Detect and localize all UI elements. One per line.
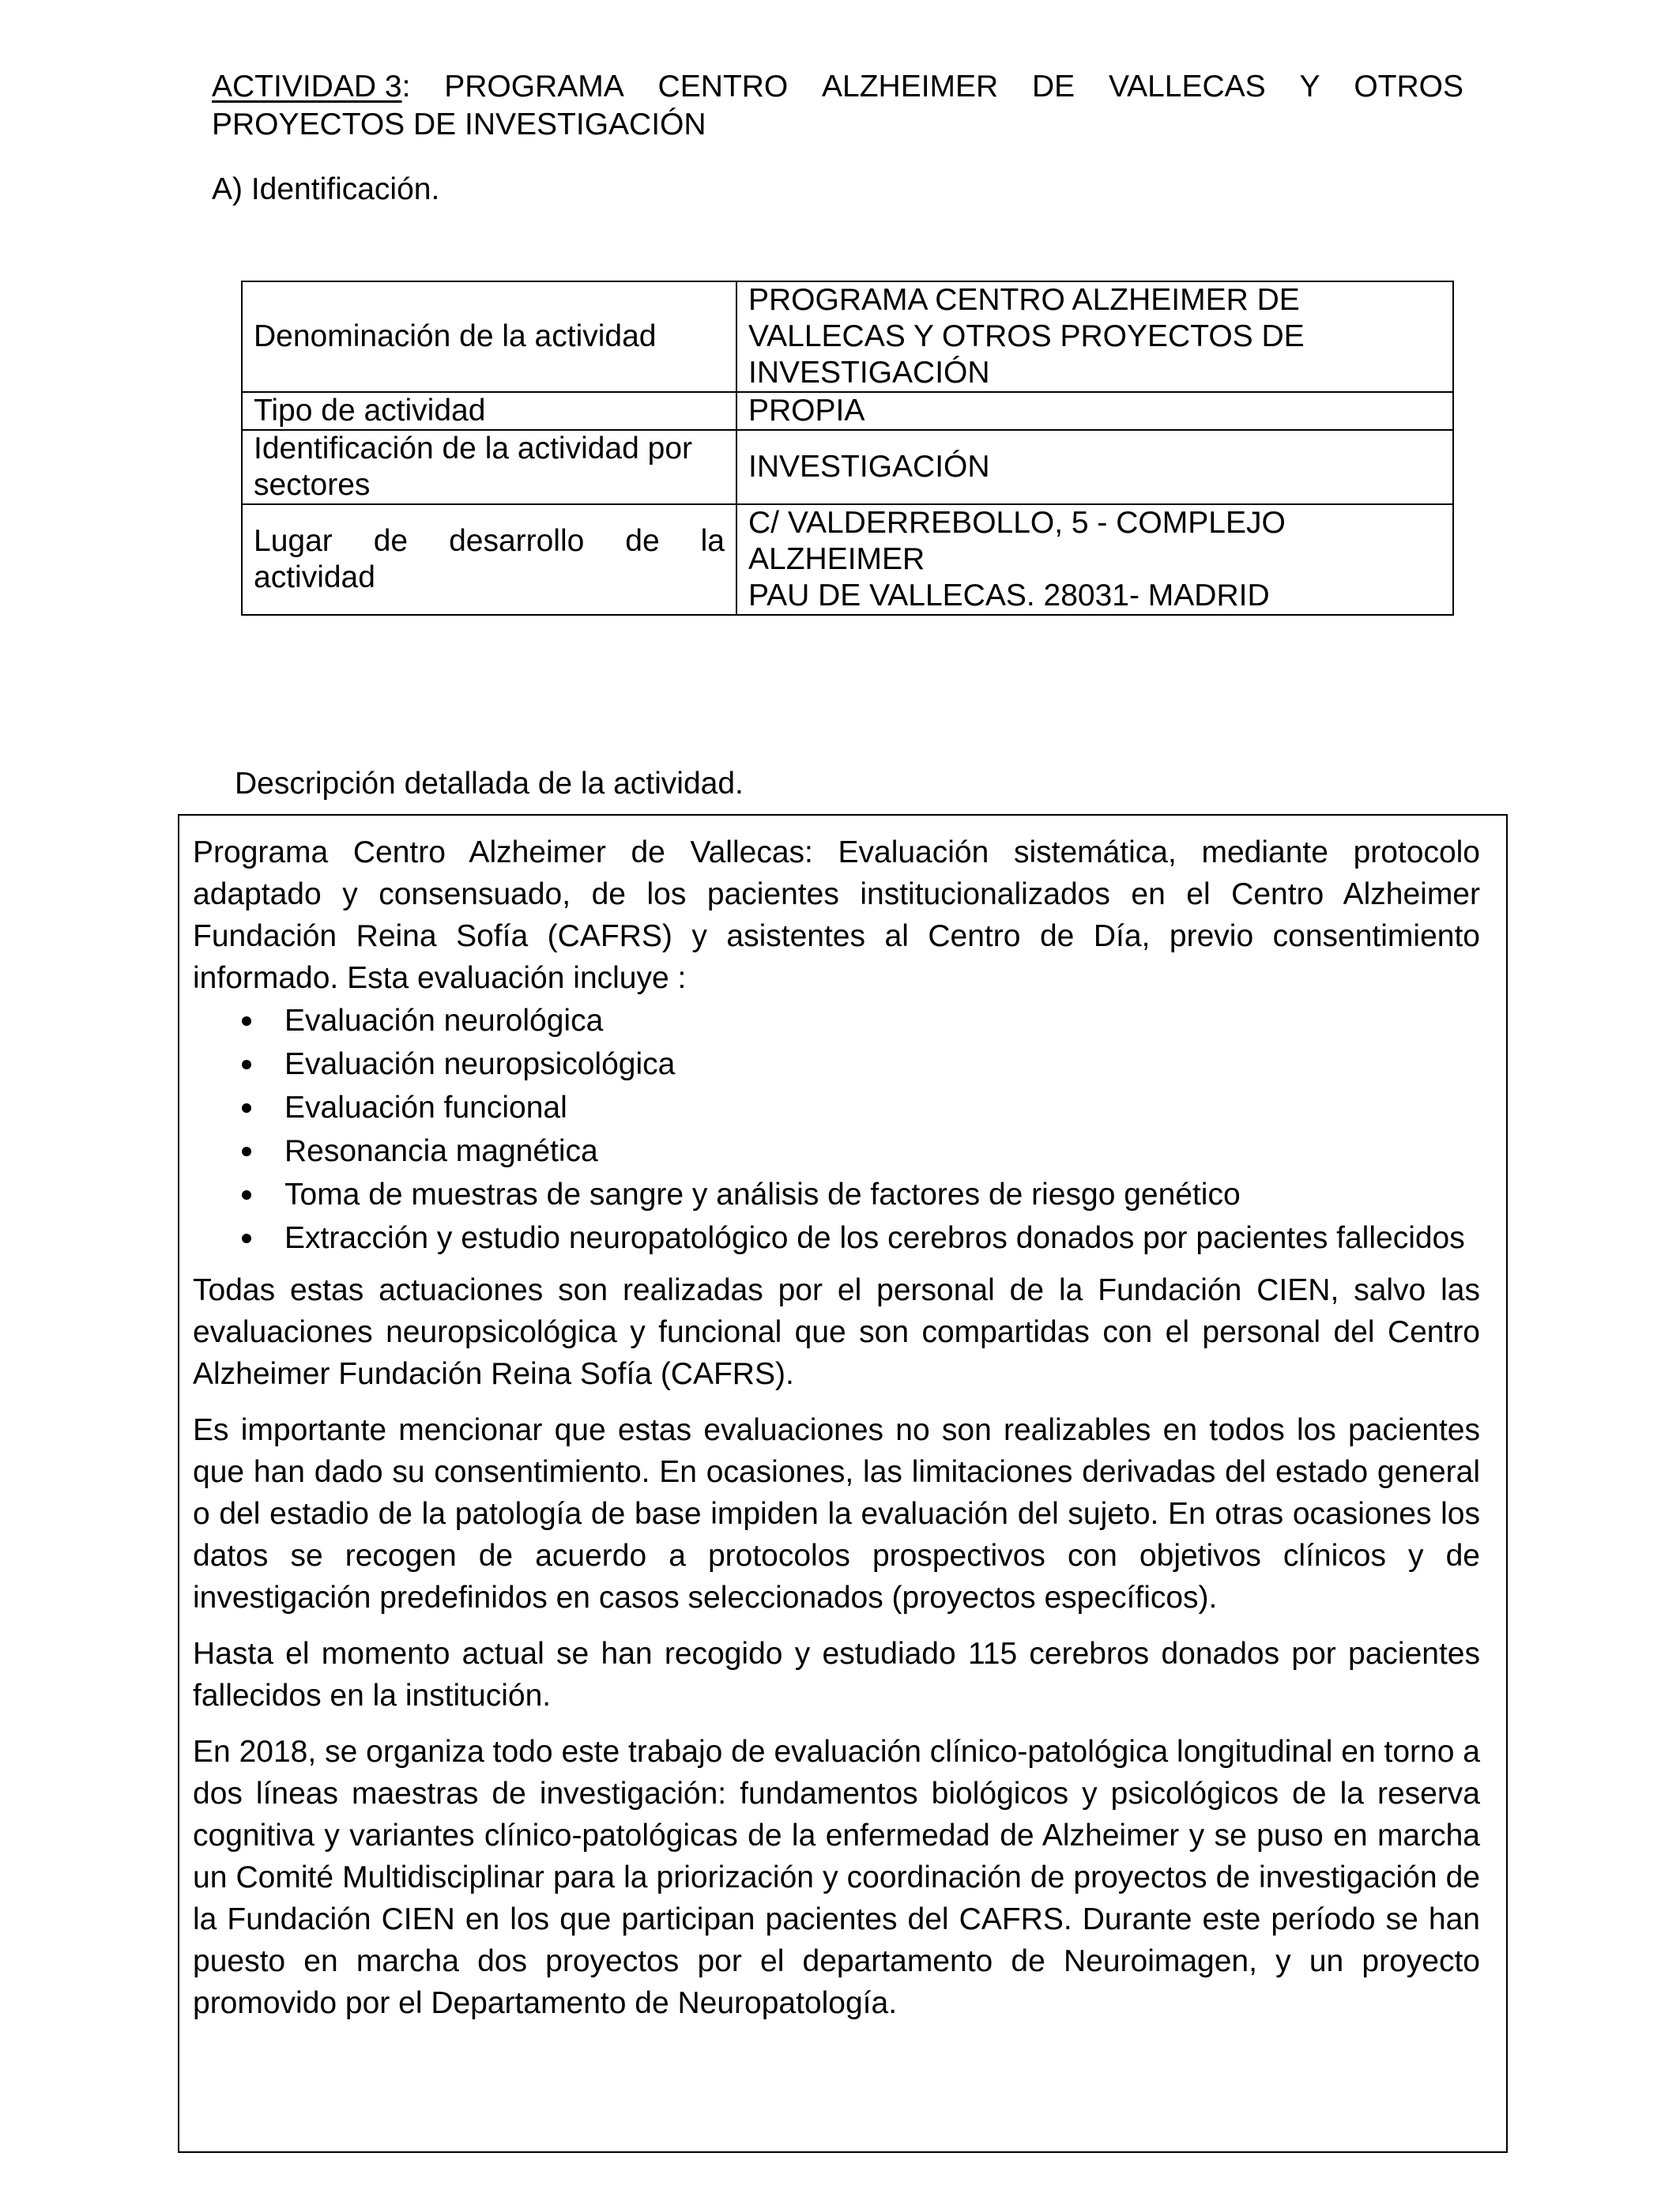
bullet-icon [242, 1234, 251, 1243]
heading-word: PROGRAMA [444, 70, 624, 104]
description-box [178, 814, 1508, 2153]
heading-word: VALLECAS [1108, 70, 1266, 104]
heading-line-2: PROYECTOS DE INVESTIGACIÓN [212, 107, 706, 141]
table-cell-value: INVESTIGACIÓN [736, 430, 1453, 504]
list-item: Resonancia magnética [193, 1129, 1480, 1173]
table-cell-value: PROPIA [736, 392, 1453, 430]
section-a-title: A) Identificación. [212, 172, 440, 206]
identification-table [241, 281, 1454, 616]
table-row [242, 430, 1453, 504]
activity-heading: ACTIVIDAD 3: PROGRAMA CENTRO ALZHEIMER DE VALLECAS Y OTROS PROYECTOS DE INVESTIGACIÓN [212, 68, 1463, 144]
description-intro: Programa Centro Alzheimer de Vallecas: Evaluación sistemática, mediante protocolo adaptado y consensuado, de los pacientes institucionalizados en el Centro Alzheimer Fundación Reina Sofía (CAFRS) y asistentes al Centro de Día, previo consentimiento informado. Esta evaluación incluye : [193, 835, 1480, 995]
activity-label: ACTIVIDAD 3 [212, 70, 402, 104]
bullet-icon [242, 1147, 251, 1156]
description-paragraph: Hasta el momento actual se han recogido y estudiado 115 cerebros donados por pacientes fallecidos en la institución. [193, 1637, 1480, 1713]
heading-word: DE [1032, 70, 1075, 104]
list-item: Evaluación neurológica [193, 999, 1480, 1042]
table-row [242, 392, 1453, 430]
heading-word: CENTRO [657, 70, 789, 104]
list-item: Evaluación funcional [193, 1086, 1480, 1129]
table-cell-label: Lugar de desarrollo de la actividad [242, 504, 736, 615]
bullet-icon [242, 1190, 251, 1200]
bullet-icon [242, 1016, 251, 1026]
heading-word: Y [1299, 70, 1320, 104]
evaluation-list [193, 999, 1480, 1260]
list-item: Extracción y estudio neuropatológico de los cerebros donados por pacientes fallecidos [193, 1216, 1480, 1260]
bullet-icon [242, 1103, 251, 1113]
heading-word: OTROS [1354, 70, 1463, 104]
heading-word: ALZHEIMER [822, 70, 999, 104]
description-paragraph: En 2018, se organiza todo este trabajo de evaluación clínico-patológica longitudinal en torno a dos líneas maestras de investigación: fundamentos biológicos y psicológicos de la reserva cognitiva y variantes clínico-patológicas de la enfermedad de Alzheimer y se puso en marcha un Comité Multidisciplinar para la priorización y coordinación de proyectos de investigación de la Fundación CIEN en los que participan pacientes del CAFRS. Durante este período se han puesto en marcha dos proyectos por el departamento de Neuroimagen, y un proyecto promovido por el Departamento de Neuropatología. [193, 1735, 1480, 2020]
description-paragraph: Es importante mencionar que estas evaluaciones no son realizables en todos los pacientes que han dado su consentimiento. En ocasiones, las limitaciones derivadas del estado general o del estadio de la patología de base impiden la evaluación del sujeto. En otras ocasiones los datos se recogen de acuerdo a protocolos prospectivos con objetivos clínicos y de investigación predefinidos en casos seleccionados (proyectos específicos). [193, 1413, 1480, 1615]
bullet-icon [242, 1060, 251, 1069]
table-cell-label: Denominación de la actividad [242, 281, 736, 392]
table-cell-label: Identificación de la actividad por sectores [242, 430, 736, 504]
table-cell-value: C/ VALDERREBOLLO, 5 - COMPLEJO ALZHEIMER PAU DE VALLECAS. 28031- MADRID [736, 504, 1453, 615]
description-title: Descripción detallada de la actividad. [235, 767, 744, 801]
list-item: Toma de muestras de sangre y análisis de factores de riesgo genético [193, 1173, 1480, 1216]
table-row [242, 504, 1453, 615]
table-cell-value: PROGRAMA CENTRO ALZHEIMER DE VALLECAS Y OTROS PROYECTOS DE INVESTIGACIÓN [736, 281, 1453, 392]
table-row [242, 281, 1453, 392]
list-item: Evaluación neuropsicológica [193, 1042, 1480, 1086]
table-cell-label: Tipo de actividad [242, 392, 736, 430]
description-paragraph: Todas estas actuaciones son realizadas por el personal de la Fundación CIEN, salvo las evaluaciones neuropsicológica y funcional que son compartidas con el personal del Centro Alzheimer Fundación Reina Sofía (CAFRS). [193, 1273, 1480, 1391]
